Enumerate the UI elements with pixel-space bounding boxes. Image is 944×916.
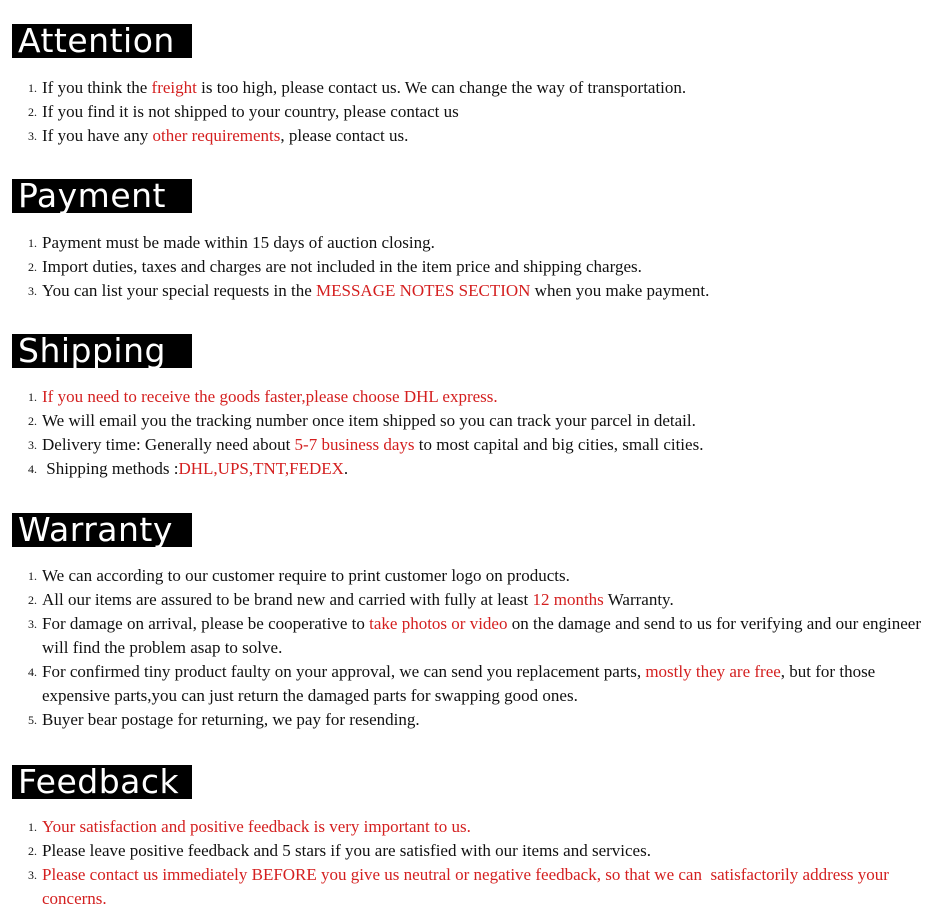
warranty-list bbox=[0, 564, 922, 732]
list-item bbox=[0, 231, 922, 255]
section-heading-attention: Attention bbox=[12, 24, 192, 58]
shipping-list bbox=[0, 385, 922, 481]
list-item-number: 3. bbox=[28, 284, 37, 298]
list-item-text: For confirmed tiny product faulty on your approval, we can send you replacement parts, bbox=[42, 662, 646, 681]
highlight-text: 5-7 business days bbox=[294, 435, 415, 454]
list-item-text: when you make payment. bbox=[530, 281, 710, 300]
list-item bbox=[0, 564, 922, 588]
list-item bbox=[0, 815, 922, 839]
list-item-text: Please leave positive feedback and 5 stars if you are satisfied with our items and services. bbox=[42, 841, 651, 860]
list-item bbox=[0, 708, 922, 732]
list-item-number: 1. bbox=[28, 390, 37, 404]
list-item bbox=[0, 100, 922, 124]
list-item bbox=[0, 409, 922, 433]
highlight-text: 12 months bbox=[532, 590, 604, 609]
list-item bbox=[0, 839, 922, 863]
list-item-text: Buyer bear postage for returning, we pay for resending. bbox=[42, 710, 420, 729]
list-item-text: Import duties, taxes and charges are not included in the item price and shipping charges. bbox=[42, 257, 642, 276]
list-item-text: You can list your special requests in the bbox=[42, 281, 317, 300]
attention-list bbox=[0, 76, 922, 148]
section-heading-payment: Payment bbox=[12, 179, 192, 213]
list-item bbox=[0, 433, 922, 457]
section-heading-feedback: Feedback bbox=[12, 765, 192, 799]
list-item-number: 2. bbox=[28, 414, 37, 428]
list-item bbox=[0, 588, 922, 612]
list-item-number: 1. bbox=[28, 820, 37, 834]
list-item bbox=[0, 124, 922, 148]
list-item-number: 3. bbox=[28, 438, 37, 452]
list-item-text: If you think the bbox=[42, 78, 152, 97]
list-item-number: 1. bbox=[28, 569, 37, 583]
list-item-number: 2. bbox=[28, 844, 37, 858]
section-heading-shipping: Shipping bbox=[12, 334, 192, 368]
list-item-text: Warranty. bbox=[603, 590, 674, 609]
list-item-number: 3. bbox=[28, 617, 37, 631]
feedback-list bbox=[0, 815, 922, 911]
list-item-text: We can according to our customer require to print customer logo on products. bbox=[42, 566, 570, 585]
list-item-number: 3. bbox=[28, 868, 37, 882]
list-item-number: 4. bbox=[28, 462, 37, 476]
list-item bbox=[0, 385, 922, 409]
list-item-text: All our items are assured to be brand new and carried with fully at least bbox=[42, 590, 533, 609]
list-item bbox=[0, 457, 922, 481]
list-item bbox=[0, 660, 922, 708]
highlight-text: Your satisfaction and positive feedback is very important to us. bbox=[42, 817, 471, 836]
highlight-text: DHL,UPS,TNT,FEDEX bbox=[178, 459, 344, 478]
list-item-text: . bbox=[343, 459, 349, 478]
list-item bbox=[0, 612, 922, 660]
list-item-text: Shipping methods : bbox=[42, 459, 179, 478]
highlight-text: mostly they are free bbox=[645, 662, 781, 681]
payment-list bbox=[0, 231, 922, 303]
list-item bbox=[0, 863, 922, 911]
list-item bbox=[0, 279, 922, 303]
list-item-text: We will email you the tracking number once item shipped so you can track your parcel in detail. bbox=[42, 411, 696, 430]
list-item-number: 2. bbox=[28, 593, 37, 607]
list-item-text: to most capital and big cities, small cities. bbox=[414, 435, 704, 454]
list-item-text: , but for those expensive parts,you can just return the damaged parts for swapping good ones. bbox=[42, 662, 876, 705]
highlight-text: If you need to receive the goods faster,please choose DHL express. bbox=[42, 387, 498, 406]
list-item-number: 2. bbox=[28, 105, 37, 119]
highlight-text: Please contact us immediately BEFORE you give us neutral or negative feedback, so that we can satisfactorily address your concerns. bbox=[42, 865, 894, 908]
highlight-text: other requirements bbox=[152, 126, 281, 145]
list-item-number: 1. bbox=[28, 81, 37, 95]
highlight-text: freight bbox=[151, 78, 197, 97]
list-item-number: 1. bbox=[28, 236, 37, 250]
highlight-text: take photos or video bbox=[369, 614, 508, 633]
list-item-number: 4. bbox=[28, 665, 37, 679]
list-item-text: , please contact us. bbox=[280, 126, 409, 145]
list-item-text: is too high, please contact us. We can change the way of transportation. bbox=[196, 78, 687, 97]
list-item bbox=[0, 255, 922, 279]
list-item-number: 3. bbox=[28, 129, 37, 143]
list-item-text: on the damage and send to us for verifying and our engineer will find the problem asap to solve. bbox=[42, 614, 922, 657]
list-item-text: Payment must be made within 15 days of auction closing. bbox=[42, 233, 435, 252]
section-heading-warranty: Warranty bbox=[12, 513, 192, 547]
list-item-number: 2. bbox=[28, 260, 37, 274]
list-item-text: For damage on arrival, please be cooperative to bbox=[42, 614, 370, 633]
list-item bbox=[0, 76, 922, 100]
list-item-text: If you find it is not shipped to your country, please contact us bbox=[42, 102, 459, 121]
list-item-number: 5. bbox=[28, 713, 37, 727]
list-item-text: If you have any bbox=[42, 126, 153, 145]
list-item-text: Delivery time: Generally need about bbox=[42, 435, 295, 454]
highlight-text: MESSAGE NOTES SECTION bbox=[316, 281, 531, 300]
